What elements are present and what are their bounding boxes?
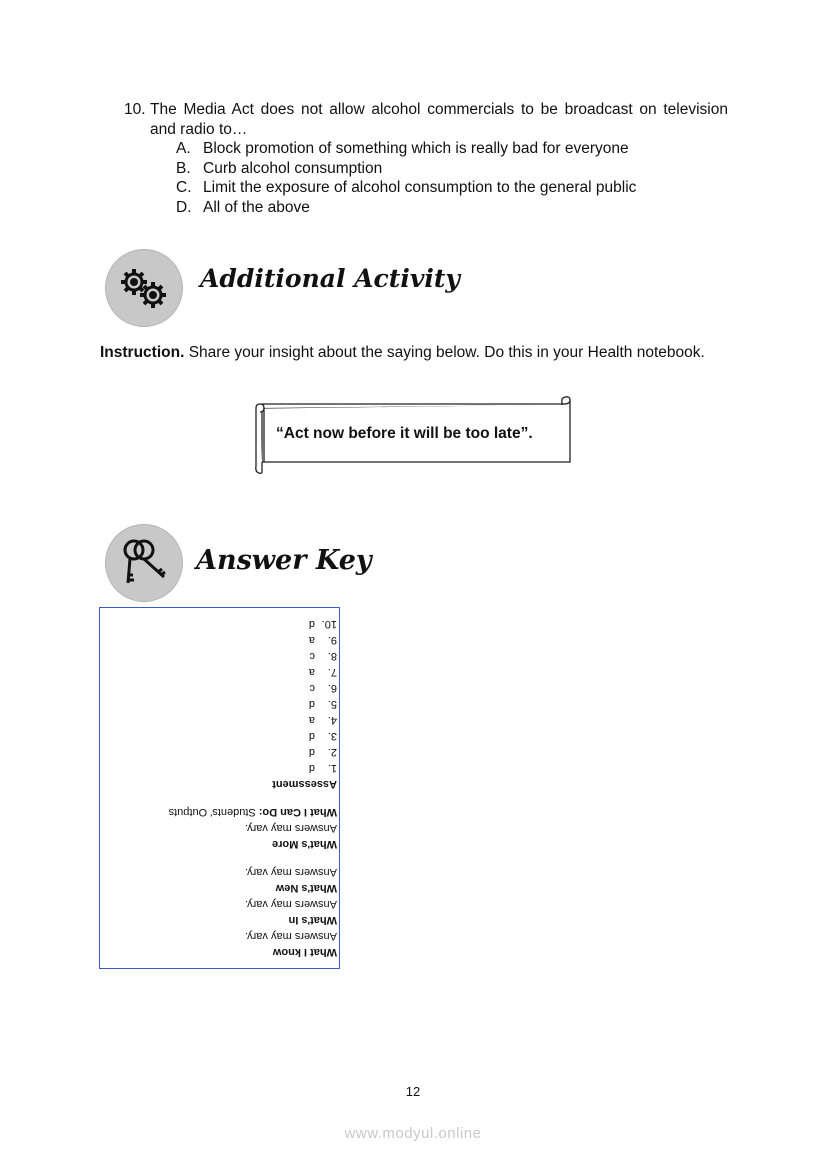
assessment-answer: 5. d: [308, 698, 337, 710]
question-10: [124, 100, 728, 217]
assessment-answer: 4. a: [308, 714, 337, 726]
instruction-text: Share your insight about the saying below. Do this in your Health notebook.: [184, 344, 705, 361]
option-c: C. Limit the exposure of alcohol consumption to the general public: [176, 179, 637, 196]
answer-key-content: [100, 608, 339, 968]
assessment-answer: 8. c: [309, 650, 337, 662]
key-answer: Answers may vary.: [244, 822, 337, 834]
assessment-answer: 2. d: [308, 746, 337, 758]
option-b: B. Curb alcohol consumption: [176, 159, 383, 177]
keys-icon: [105, 524, 183, 602]
watermark: www.modyul.online: [344, 1125, 482, 1142]
key-answer: Answers may vary.: [244, 898, 337, 910]
question-options: [124, 139, 728, 217]
answer-key-title: Answer Key: [196, 545, 372, 576]
answer-key-box: [99, 607, 340, 969]
question-number: 10.: [124, 101, 146, 118]
instruction-label: Instruction.: [100, 344, 185, 361]
assessment-answer: 1. d: [308, 762, 337, 774]
option-d: D. All of the above: [176, 198, 310, 216]
key-heading-assessment: Assessment: [272, 778, 337, 790]
option-a: A. Block promotion of something which is really bad for everyone: [176, 140, 629, 157]
page-number: 12: [405, 1084, 421, 1099]
key-heading-whats-more: What's More: [272, 838, 337, 850]
key-heading-whats-new: What's New: [275, 882, 337, 894]
saying-text: “Act now before it will be too late”.: [276, 425, 533, 442]
key-heading-what-i-know: What I know: [272, 946, 337, 958]
key-heading-whats-in: What's In: [288, 914, 337, 926]
assessment-answer: 3. d: [308, 730, 337, 742]
assessment-answer: 9. a: [308, 634, 337, 646]
additional-activity-title: Additional Activity: [200, 264, 460, 293]
question-stem: [124, 100, 728, 139]
question-text: The Media Act does not allow alcohol commercials to be broadcast on television and radio to…: [150, 101, 728, 138]
assessment-answer: 7. a: [308, 666, 337, 678]
gears-icon: [105, 249, 183, 327]
assessment-answer: 10. d: [308, 618, 337, 630]
key-answer: Answers may vary.: [244, 866, 337, 878]
assessment-answer: 6. c: [309, 682, 337, 694]
key-answer: Answers may vary.: [244, 930, 337, 942]
instruction: [100, 342, 728, 363]
key-can-do: What I Can Do: Students' Outputs: [168, 806, 337, 818]
